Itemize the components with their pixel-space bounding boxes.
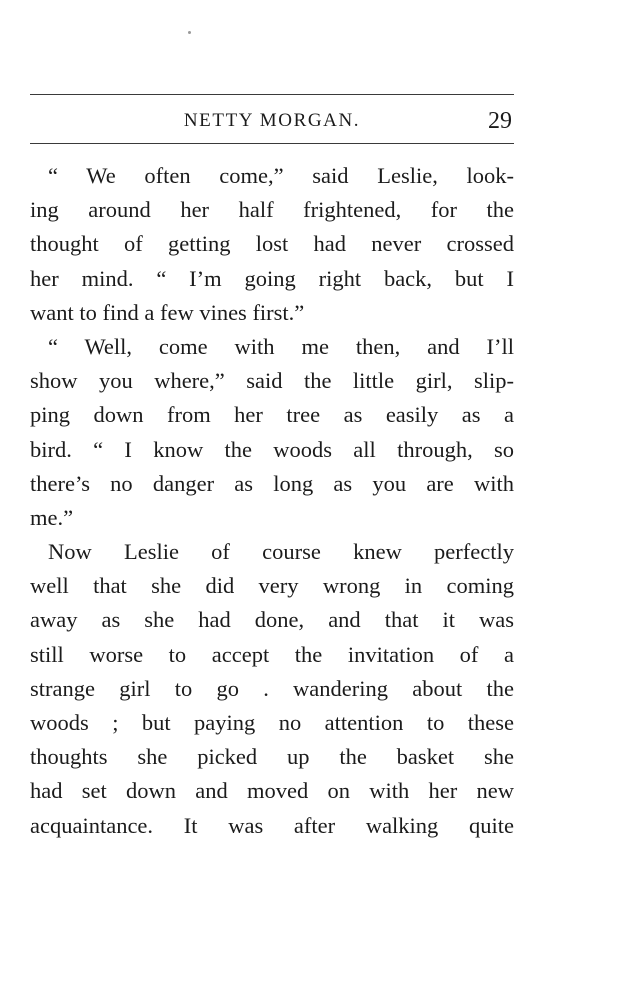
text-line: away as she had done, and that it was (30, 607, 514, 633)
text-line: there’s no danger as long as you are with (30, 470, 514, 496)
page-number: 29 (488, 108, 512, 134)
header-rule-top (30, 94, 514, 95)
text-line: had set down and moved on with her new (30, 778, 514, 804)
running-title: NETTY MORGAN. (183, 110, 361, 131)
text-line: acquaintance. It was after walking quite (30, 812, 514, 838)
paragraph-1 (30, 159, 514, 193)
paragraph-3 (30, 535, 514, 569)
header-rule-bottom (30, 143, 514, 144)
text-line: thought of getting lost had never crossed (30, 231, 514, 257)
text-line: thoughts she picked up the basket she (30, 744, 514, 770)
text-line: strange girl to go . wandering about the (30, 675, 514, 701)
text-line: me.” (30, 504, 74, 530)
running-head (30, 108, 514, 138)
text-line: woods ; but paying no attention to these (30, 710, 514, 735)
text-line: ping down from her tree as easily as a (30, 402, 514, 428)
paper-speck (188, 31, 191, 34)
text-line: “ Well, come with me then, and I’ll (48, 333, 514, 359)
body-text (30, 159, 514, 843)
text-line: ing around her half frightened, for the (30, 197, 514, 223)
text-line: her mind. “ I’m going right back, but I (30, 265, 514, 291)
text-line: Now Leslie of course knew perfectly (48, 539, 514, 565)
text-line: bird. “ I know the woods all through, so (30, 436, 514, 462)
text-line: still worse to accept the invitation of a (30, 641, 514, 667)
text-line: “ We often come,” said Leslie, look- (48, 163, 514, 188)
text-line: want to find a few vines first.” (30, 299, 305, 325)
text-line: well that she did very wrong in coming (30, 573, 514, 599)
text-line: show you where,” said the little girl, slip- (30, 368, 514, 394)
paragraph-2 (30, 330, 514, 364)
